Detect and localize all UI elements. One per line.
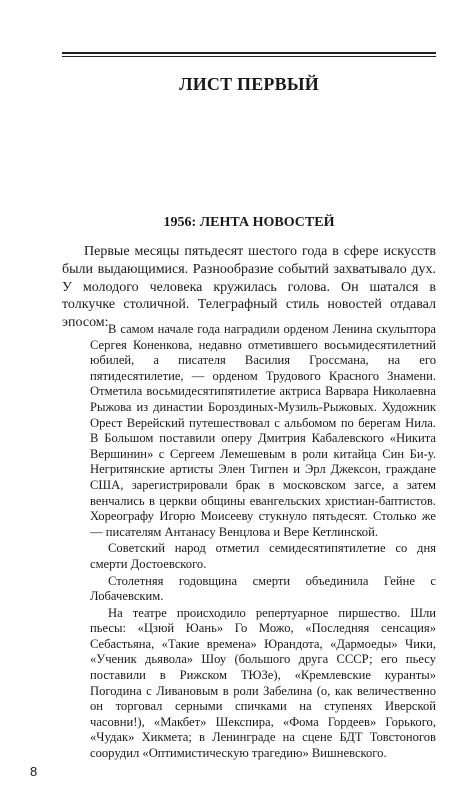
top-rule-thin [62, 56, 436, 57]
quote-paragraph: Столетняя годовщина смерти объединила Гейне с Лобачевским. [90, 573, 436, 604]
quote-paragraph: В самом начале года наградили орденом Ленина скульптора Сергея Коненкова, недавно отметившего восьмидесятилетний юбилей, а писателя Василия Гроссмана, на его пятидесятилетие, — орденом Трудового Красного Знамени. Отметила восьмидесятипятилетие актриса Варвара Николаевна Рыжова из династии Бороздиных-Музиль-Рыжовых. Художник Орест Верейский путешествовал с альбомом по берегам Нила. В Большом поставили оперу Дмитрия Кабалевского «Никита Вершинин» с Сергеем Лемешевым в роли китайца Син Би-у. Негритянские артисты Элен Тигпен и Эрл Джексон, граждане США, зарегистрировали брак в московском загсе, а затем венчались в церкви общины евангельских христиан-баптистов. Хореографу Игорю Моисееву стукнуло пятьдесят. Столько же — писателям Антанасу Венцлова и Вере Кетлинской. [90, 322, 436, 539]
intro-block [62, 243, 436, 332]
page-number: 8 [30, 764, 38, 779]
top-rule [62, 52, 436, 54]
quote-paragraph: На театре происходило репертуарное пиршество. Шли пьесы: «Цзюй Юань» Го Можо, «Последняя сенсация» Себастьяна, «Такие времена» Юрандота, «Дармоеды» Чики, «Ученик дьявола» Шоу (большого друга СССР; его пьесу поставили в Рижском ТЮЗе), «Кремлевские куранты» Погодина с Ливановым в роли Забелина (о, как величественно он торговал серными спичками на ступенях Иверской часовни!), «Макбет» Шекспира, «Фома Гордеев» Горького, «Чудак» Хикмета; в Ленинграде на сцене БДТ Товстоногов соорудил «Оптимистическую трагедию» Вишневского. [90, 605, 436, 761]
chapter-title: ЛИСТ ПЕРВЫЙ [179, 74, 319, 94]
quote-paragraph: Советский народ отметил семидесятипятилетие со дня смерти Достоевского. [90, 541, 436, 571]
section-title: 1956: ЛЕНТА НОВОСТЕЙ [163, 215, 335, 230]
news-quote-block [90, 322, 436, 762]
intro-paragraph: Первые месяцы пятьдесят шестого года в сфере искусств были выдающимися. Разнообразие событий захватывало дух. У молодого человека кружилась голова. Он шатался в толкучке столичной. Телеграфный стиль новостей отдавал эпосом: [62, 244, 436, 331]
